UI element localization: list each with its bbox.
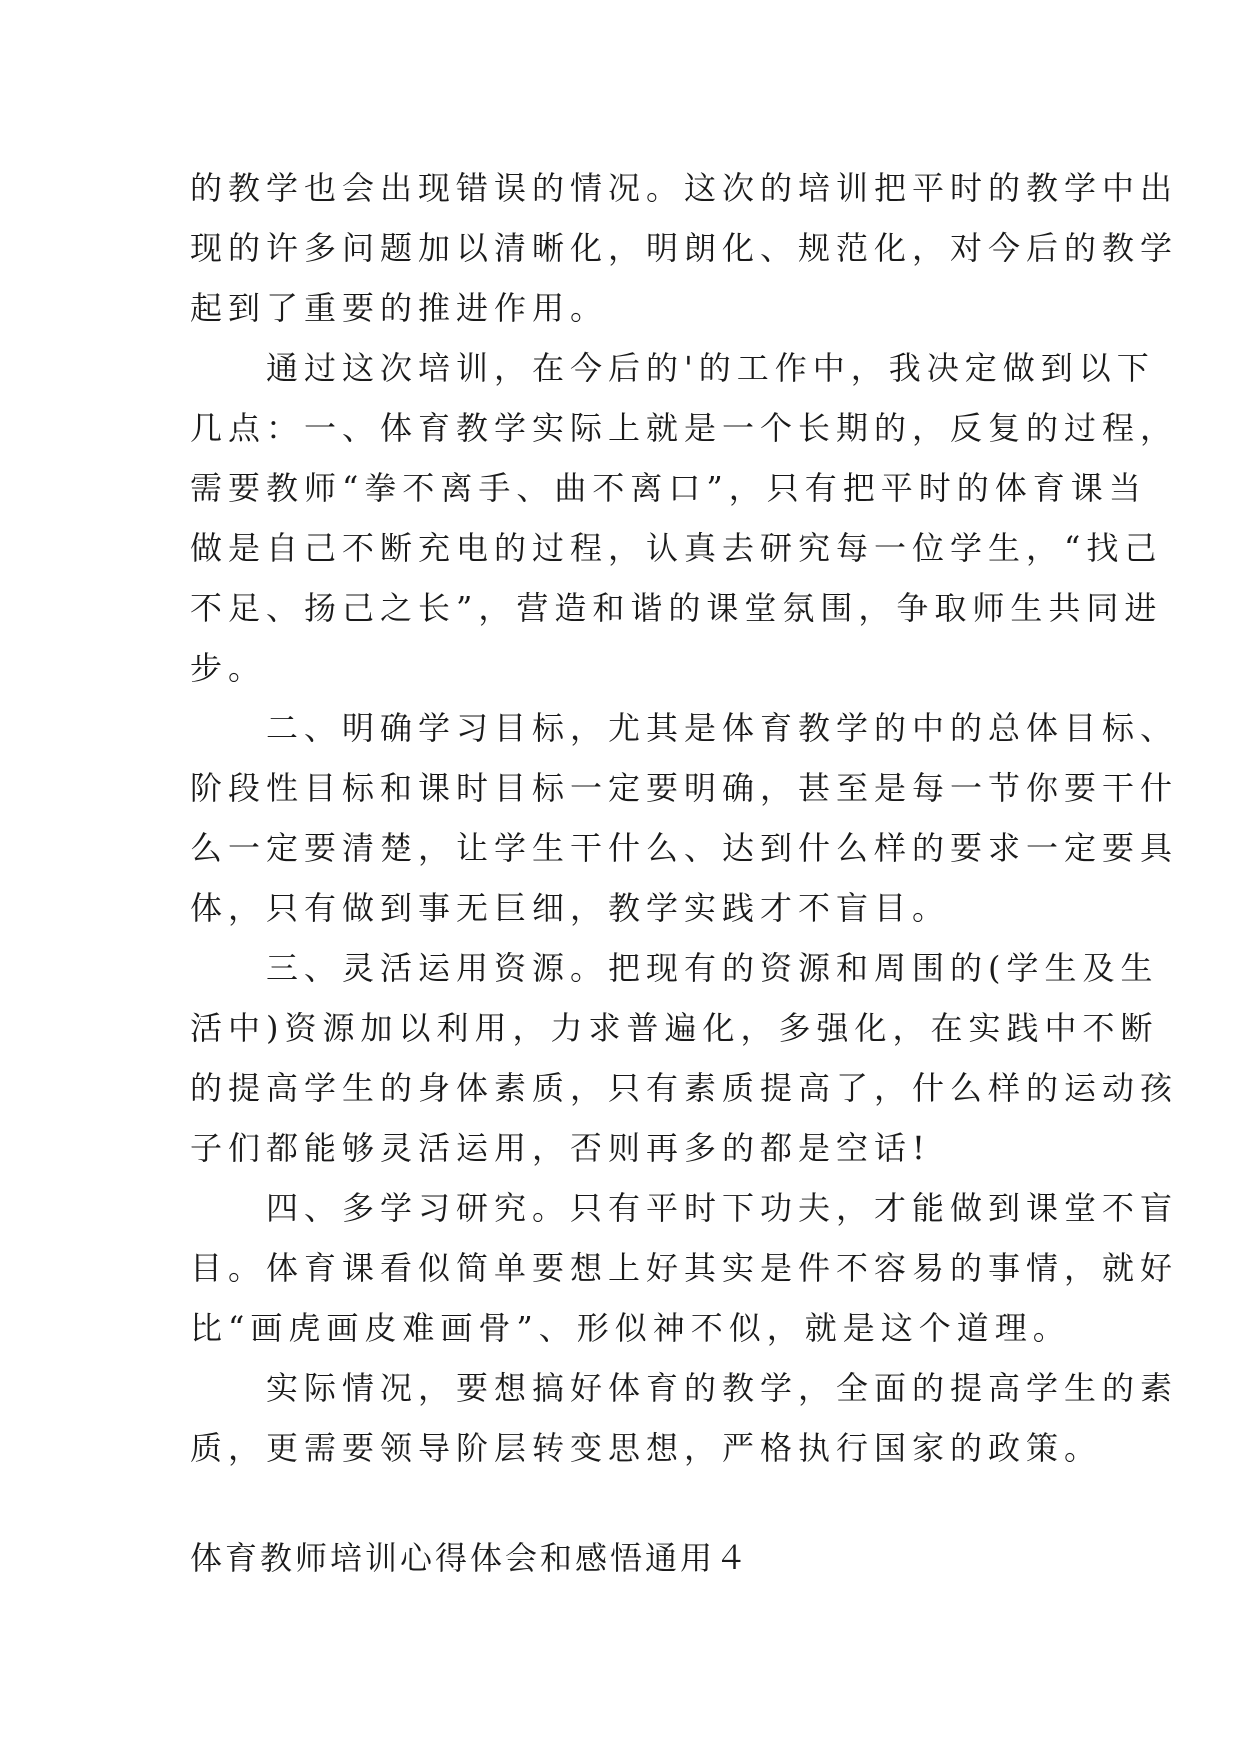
text-line: 质，更需要领导阶层转变思想，严格执行国家的政策。 xyxy=(190,1429,1103,1467)
text-line: 阶段性目标和课时目标一定要明确，甚至是每一节你要干什 xyxy=(190,769,1179,807)
text-line: 通过这次培训，在今后的'的工作中，我决定做到以下 xyxy=(190,349,1155,387)
text-line: 起到了重要的推进作用。 xyxy=(190,289,609,327)
text-line: 需要教师“拳不离手、曲不离口”，只有把平时的体育课当 xyxy=(190,469,1147,507)
text-line: 实际情况，要想搞好体育的教学，全面的提高学生的素 xyxy=(190,1369,1179,1407)
text-line: 二、明确学习目标，尤其是体育教学的中的总体目标、 xyxy=(190,709,1179,747)
text-line: 做是自己不断充电的过程，认真去研究每一位学生，“找己 xyxy=(190,529,1163,567)
document-body xyxy=(190,158,1179,1478)
text-line: 四、多学习研究。只有平时下功夫，才能做到课堂不盲 xyxy=(190,1189,1179,1227)
text-line: 体，只有做到事无巨细，教学实践才不盲目。 xyxy=(190,889,951,927)
text-line: 么一定要清楚，让学生干什么、达到什么样的要求一定要具 xyxy=(190,829,1179,867)
text-line: 现的许多问题加以清晰化，明朗化、规范化，对今后的教学 xyxy=(190,229,1179,267)
text-line: 的提高学生的身体素质，只有素质提高了，什么样的运动孩 xyxy=(190,1069,1179,1107)
text-line: 的教学也会出现错误的情况。这次的培训把平时的教学中出 xyxy=(190,169,1179,207)
text-line: 步。 xyxy=(190,649,267,687)
text-line: 不足、扬己之长”，营造和谐的课堂氛围，争取师生共同进 xyxy=(190,589,1163,627)
text-line: 目。体育课看似简单要想上好其实是件不容易的事情，就好 xyxy=(190,1249,1179,1287)
section-heading: 体育教师培训心得体会和感悟通用４ xyxy=(190,1539,751,1577)
text-line: 子们都能够灵活运用，否则再多的都是空话! xyxy=(190,1129,931,1167)
text-line: 比“画虎画皮难画骨”、形似神不似，就是这个道理。 xyxy=(190,1309,1071,1347)
text-line: 三、灵活运用资源。把现有的资源和周围的(学生及生 xyxy=(190,949,1159,987)
text-line: 活中)资源加以利用，力求普遍化，多强化，在实践中不断 xyxy=(190,1009,1159,1047)
text-line: 几点：一、体育教学实际上就是一个长期的，反复的过程， xyxy=(190,409,1179,447)
